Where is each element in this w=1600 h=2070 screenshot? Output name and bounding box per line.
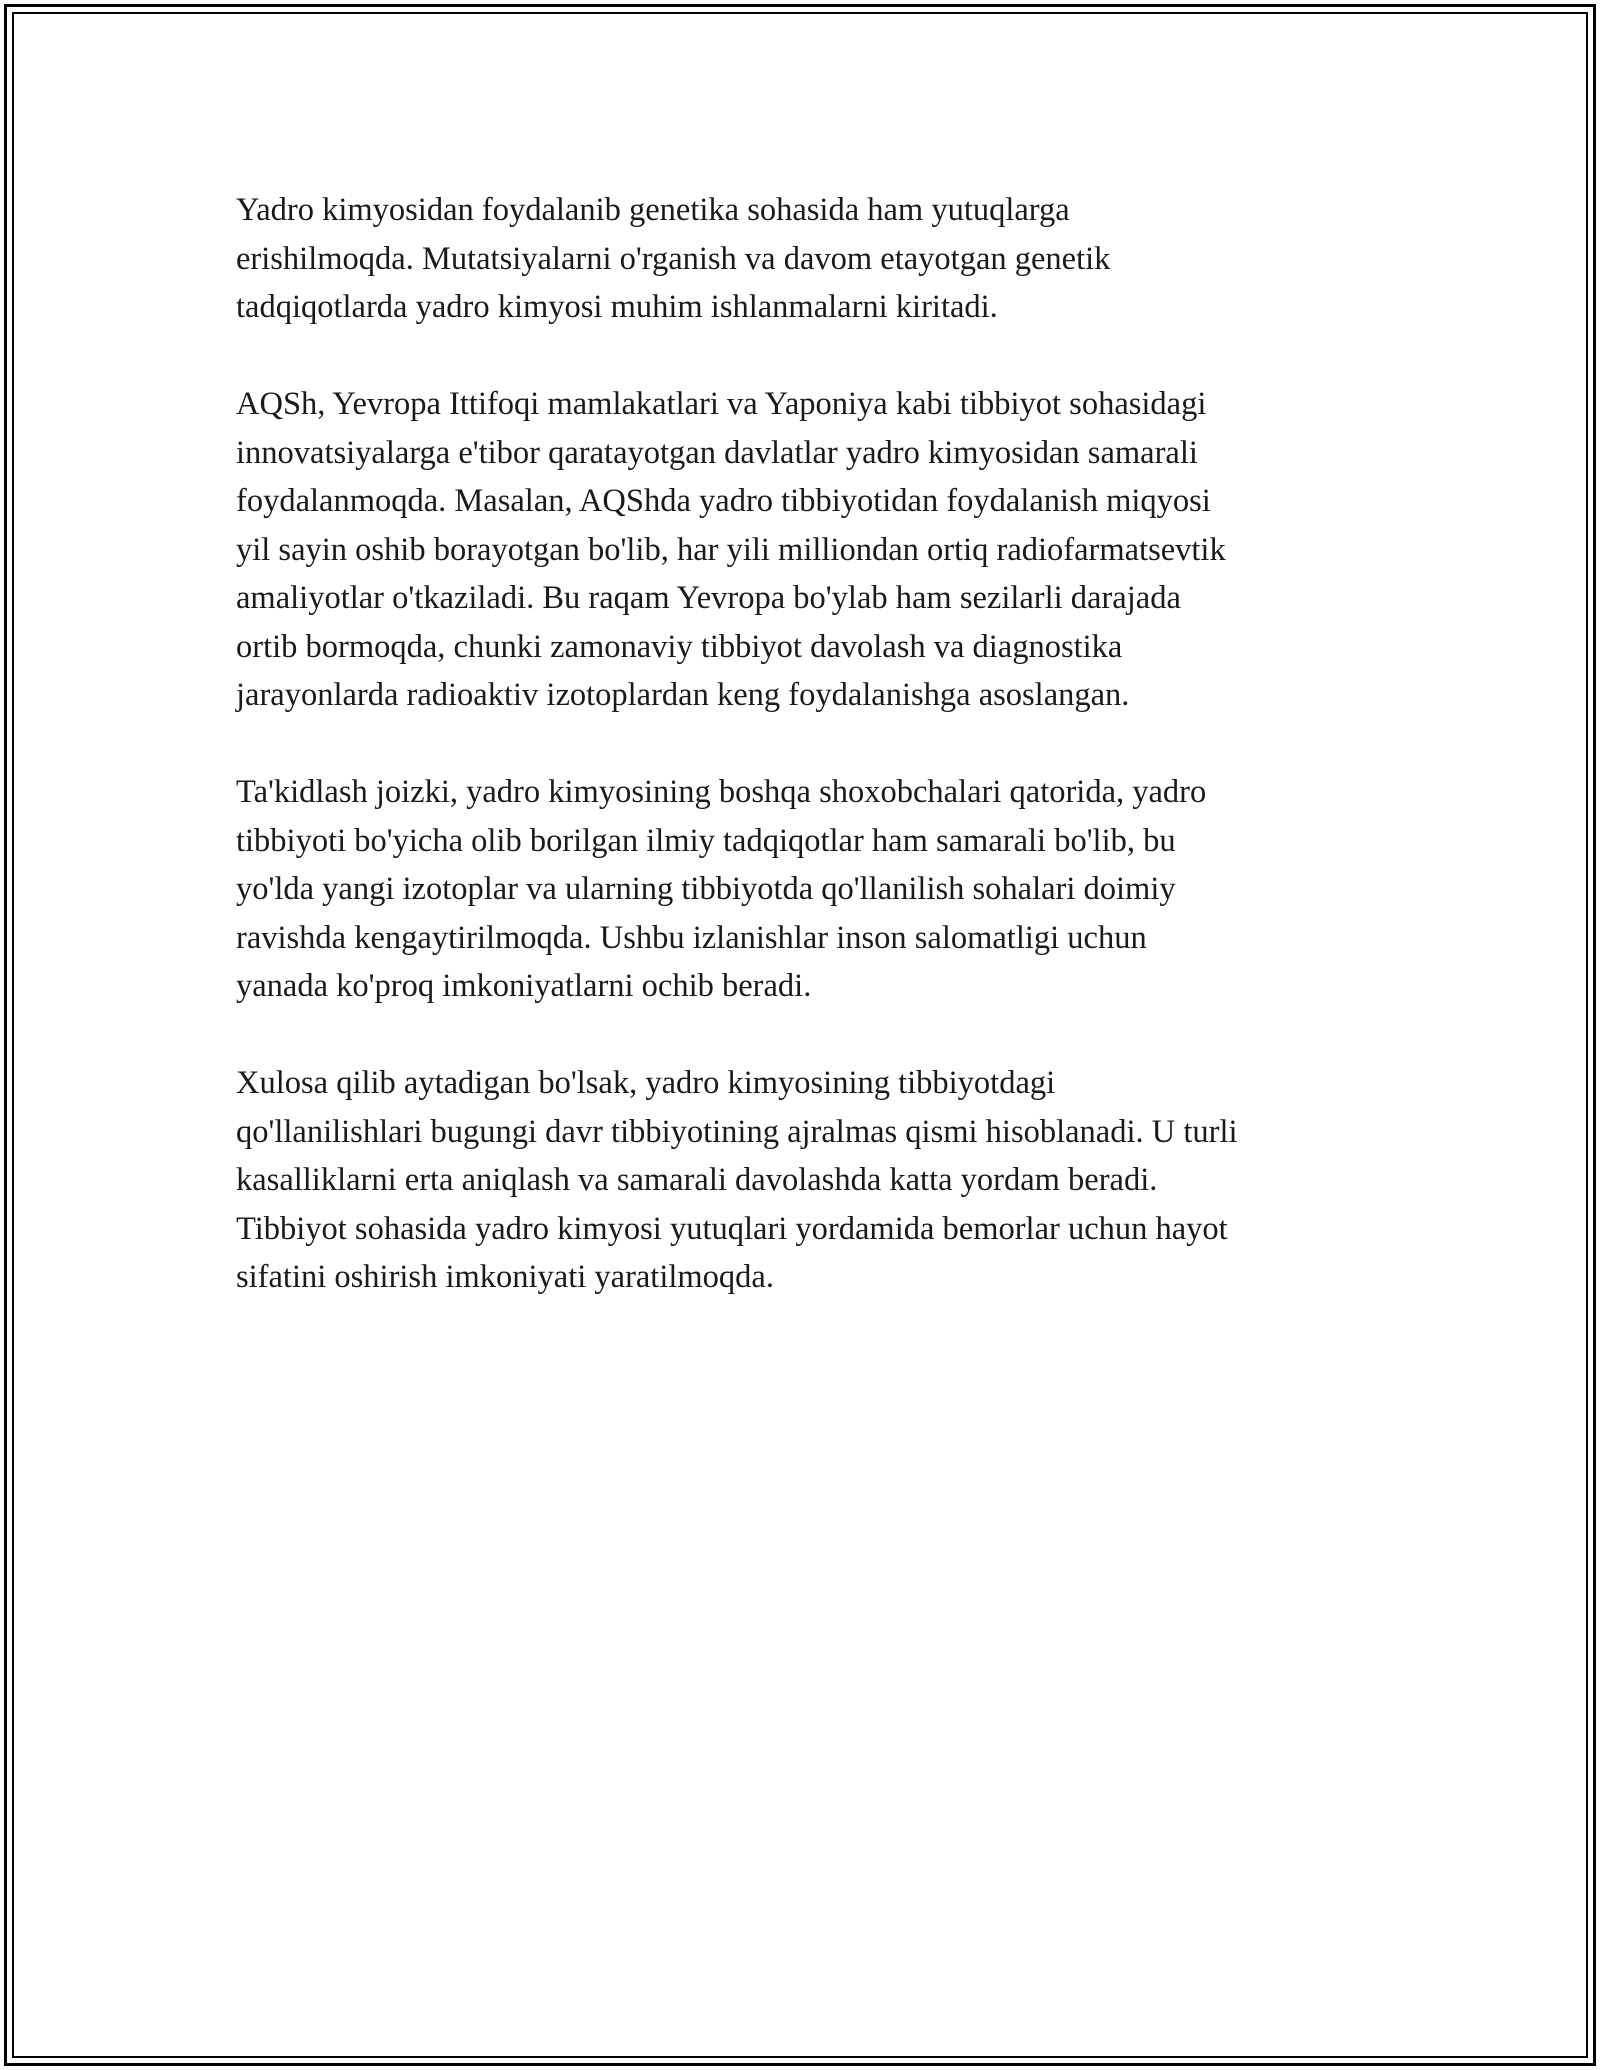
paragraph-line: sifatini oshirish imkoniyati yaratilmoqda. <box>236 1259 774 1295</box>
paragraph-line: Tibbiyot sohasida yadro kimyosi yutuqlari yordamida bemorlar uchun hayot <box>236 1210 1228 1247</box>
paragraph-line: innovatsiyalarga e'tibor qaratayotgan davlatlar yadro kimyosidan samarali <box>236 434 1198 471</box>
paragraph-line: jarayonlarda radioaktiv izotoplardan keng foydalanishga asoslangan. <box>236 677 1130 713</box>
paragraph-line: ravishda kengaytirilmoqda. Ushbu izlanishlar inson salomatligi uchun <box>236 919 1147 956</box>
paragraph-line: erishilmoqda. Mutatsiyalarni o'rganish va davom etayotgan genetik <box>236 240 1111 277</box>
paragraph-3 <box>236 768 1386 1011</box>
paragraph-line: tadqiqotlarda yadro kimyosi muhim ishlanmalarni kiritadi. <box>236 289 998 325</box>
paragraph-line: Yadro kimyosidan foydalanib genetika sohasida ham yutuqlarga <box>236 192 1070 228</box>
paragraph-line: yo'lda yangi izotoplar va ularning tibbiyotda qo'llanilish sohalari doimiy <box>236 871 1176 907</box>
paragraph-line: foydalanmoqda. Masalan, AQShda yadro tibbiyotidan foydalanish miqyosi <box>236 483 1211 519</box>
paragraph-1 <box>236 186 1386 332</box>
paragraph-line: tibbiyoti bo'yicha olib borilgan ilmiy tadqiqotlar ham samarali bo'lib, bu <box>236 822 1176 859</box>
paragraph-line: AQSh, Yevropa Ittifoqi mamlakatlari va Yaponiya kabi tibbiyot sohasidagi <box>236 386 1207 422</box>
paragraph-line: ortib bormoqda, chunki zamonaviy tibbiyot davolash va diagnostika <box>236 628 1123 665</box>
paragraph-4 <box>236 1059 1386 1302</box>
paragraph-line: yanada ko'proq imkoniyatlarni ochib beradi. <box>236 968 812 1004</box>
document-body <box>236 186 1386 1350</box>
paragraph-line: qo'llanilishlari bugungi davr tibbiyotining ajralmas qismi hisoblanadi. U turli <box>236 1113 1238 1150</box>
paragraph-line: amaliyotlar o'tkaziladi. Bu raqam Yevropa bo'ylab ham sezilarli darajada <box>236 580 1181 616</box>
paragraph-line: Ta'kidlash joizki, yadro kimyosining boshqa shoxobchalari qatorida, yadro <box>236 774 1207 810</box>
paragraph-line: Xulosa qilib aytadigan bo'lsak, yadro kimyosining tibbiyotdagi <box>236 1065 1056 1101</box>
paragraph-line: yil sayin oshib borayotgan bo'lib, har yili milliondan ortiq radiofarmatsevtik <box>236 531 1226 568</box>
paragraph-line: kasalliklarni erta aniqlash va samarali davolashda katta yordam beradi. <box>236 1162 1158 1198</box>
paragraph-2 <box>236 380 1386 720</box>
